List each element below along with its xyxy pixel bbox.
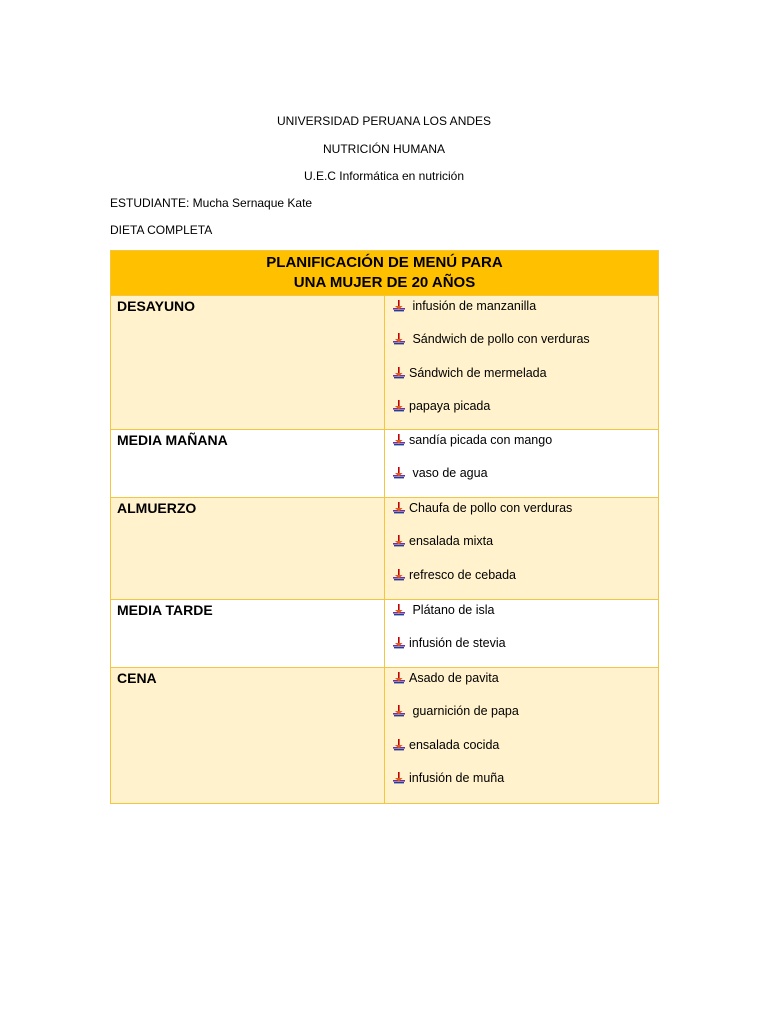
meal-row bbox=[111, 296, 659, 430]
arrow-bullet-icon bbox=[393, 333, 405, 345]
menu-item bbox=[393, 457, 658, 491]
arrow-bullet-icon bbox=[393, 400, 405, 412]
table-title-line1: PLANIFICACIÓN DE MENÚ PARA bbox=[266, 254, 503, 271]
course-name: U.E.C Informática en nutrición bbox=[303, 169, 465, 183]
menu-item bbox=[393, 423, 658, 457]
menu-item bbox=[393, 323, 658, 357]
arrow-bullet-icon bbox=[393, 535, 405, 547]
menu-item-text: refresco de cebada bbox=[409, 567, 517, 582]
meal-items bbox=[385, 430, 659, 498]
meal-name: CENA bbox=[111, 668, 385, 804]
menu-item-text: ensalada mixta bbox=[409, 534, 494, 549]
menu-item bbox=[393, 525, 658, 559]
arrow-bullet-icon bbox=[393, 772, 405, 784]
menu-item bbox=[393, 491, 658, 525]
meal-row bbox=[111, 430, 659, 498]
meal-row bbox=[111, 498, 659, 600]
menu-item-text: ensalada cocida bbox=[409, 737, 500, 752]
student-name: ESTUDIANTE: Mucha Sernaque Kate bbox=[110, 196, 313, 210]
menu-item-text: Sándwich de pollo con verduras bbox=[409, 332, 590, 347]
menu-item bbox=[393, 558, 658, 592]
menu-item bbox=[393, 728, 658, 762]
menu-item-text: papaya picada bbox=[409, 399, 491, 414]
arrow-bullet-icon bbox=[393, 705, 405, 717]
arrow-bullet-icon bbox=[393, 637, 405, 649]
meal-name: MEDIA MAÑANA bbox=[111, 430, 385, 498]
menu-item-text: guarnición de papa bbox=[409, 704, 519, 719]
menu-item-text: infusión de stevia bbox=[409, 636, 506, 651]
arrow-bullet-icon bbox=[393, 569, 405, 581]
table-title-line2: UNA MUJER DE 20 AÑOS bbox=[293, 274, 476, 291]
document-subject: DIETA COMPLETA bbox=[110, 223, 213, 237]
menu-item-text: Chaufa de pollo con verduras bbox=[409, 500, 573, 515]
menu-item bbox=[393, 356, 658, 390]
menu-item bbox=[393, 289, 658, 323]
arrow-bullet-icon bbox=[393, 739, 405, 751]
menu-item-text: Plátano de isla bbox=[409, 602, 495, 617]
menu-item bbox=[393, 695, 658, 729]
menu-item-text: infusión de manzanilla bbox=[409, 298, 537, 313]
arrow-bullet-icon bbox=[393, 434, 405, 446]
meal-items bbox=[385, 668, 659, 804]
menu-item-text: Asado de pavita bbox=[409, 670, 499, 685]
meal-name: ALMUERZO bbox=[111, 498, 385, 600]
university-name: UNIVERSIDAD PERUANA LOS ANDES bbox=[276, 114, 492, 128]
meal-name: DESAYUNO bbox=[111, 296, 385, 430]
arrow-bullet-icon bbox=[393, 672, 405, 684]
menu-item-text: infusión de muña bbox=[409, 771, 505, 786]
menu-item bbox=[393, 762, 658, 796]
arrow-bullet-icon bbox=[393, 467, 405, 479]
meal-name: MEDIA TARDE bbox=[111, 600, 385, 668]
menu-item-text: vaso de agua bbox=[409, 466, 488, 481]
meal-items bbox=[385, 498, 659, 600]
menu-item bbox=[393, 661, 658, 695]
menu-item-text: Sándwich de mermelada bbox=[409, 365, 547, 380]
menu-item-text: sandía picada con mango bbox=[409, 432, 553, 447]
meal-rows bbox=[111, 296, 659, 804]
menu-table bbox=[110, 250, 659, 804]
arrow-bullet-icon bbox=[393, 604, 405, 616]
arrow-bullet-icon bbox=[393, 367, 405, 379]
meal-row bbox=[111, 600, 659, 668]
meal-row bbox=[111, 668, 659, 804]
meal-items bbox=[385, 296, 659, 430]
arrow-bullet-icon bbox=[393, 502, 405, 514]
menu-item bbox=[393, 593, 658, 627]
meal-items bbox=[385, 600, 659, 668]
menu-item bbox=[393, 627, 658, 661]
menu-item bbox=[393, 390, 658, 424]
arrow-bullet-icon bbox=[393, 300, 405, 312]
program-name: NUTRICIÓN HUMANA bbox=[323, 142, 445, 156]
